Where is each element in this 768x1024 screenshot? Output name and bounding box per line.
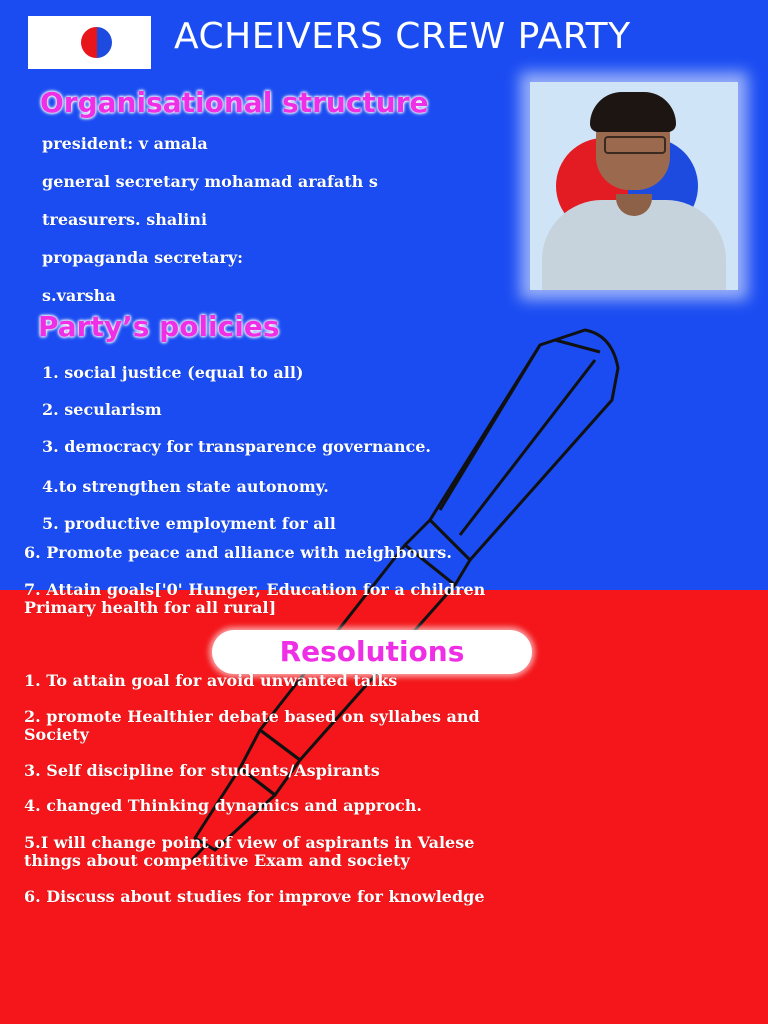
resolution-item: 5.I will change point of view of aspirants in Valese — [24, 833, 475, 852]
policy-item: 5. productive employment for all — [42, 514, 336, 533]
policy-item: 1. social justice (equal to all) — [42, 363, 304, 382]
policies-heading: Party’s policies — [38, 310, 280, 343]
resolution-item-continued: Society — [24, 725, 89, 744]
org-line-propaganda-name: s.varsha — [42, 286, 116, 305]
resolutions-banner — [212, 630, 532, 674]
organisation-heading: Organisational structure — [40, 86, 429, 119]
policy-item: 7. Attain goals['0' Hunger, Education for a children — [24, 580, 486, 599]
resolution-item: 2. promote Healthier debate based on syllabes and — [24, 707, 480, 726]
resolution-item: 6. Discuss about studies for improve for knowledge — [24, 887, 485, 906]
policy-item: 6. Promote peace and alliance with neighbours. — [24, 543, 452, 562]
org-line-propaganda-secretary: propaganda secretary: — [42, 248, 244, 267]
policy-item: 2. secularism — [42, 400, 162, 419]
resolution-item: 1. To attain goal for avoid unwanted talks — [24, 671, 398, 690]
resolutions-heading: Resolutions — [279, 635, 465, 668]
policy-item: 3. democracy for transparence governance. — [42, 437, 431, 456]
policy-item-continued: Primary health for all rural] — [24, 598, 277, 617]
resolution-item: 4. changed Thinking dynamics and approch. — [24, 796, 422, 815]
portrait-photo — [530, 82, 738, 290]
org-line-president: president: v amala — [42, 134, 208, 153]
flag-emblem-icon — [81, 27, 112, 58]
resolution-item-continued: things about competitive Exam and society — [24, 851, 410, 870]
org-line-treasurer: treasurers. shalini — [42, 210, 208, 229]
org-line-general-secretary: general secretary mohamad arafath s — [42, 172, 378, 191]
policy-item: 4.to strengthen state autonomy. — [42, 477, 329, 496]
party-flag — [28, 16, 151, 69]
resolution-item: 3. Self discipline for students/Aspirants — [24, 761, 380, 780]
party-title: ACHEIVERS CREW PARTY — [174, 16, 631, 57]
